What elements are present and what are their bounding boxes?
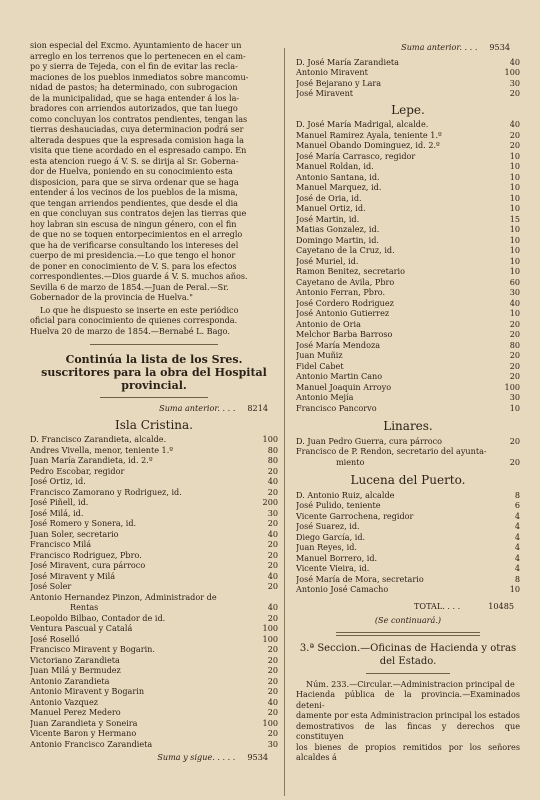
decree-text (30, 40, 278, 303)
subscriber-amount: 20 (509, 140, 520, 150)
subscriber-amount: 10 (509, 224, 520, 234)
text-line: Núm. 233.—Circular.—Administracion principal de (306, 678, 515, 689)
text-line: que ha de verificarse consultando los intereses del (30, 239, 239, 250)
subscriber-name: Antonio Zarandieta (30, 675, 110, 686)
list-item (296, 500, 520, 511)
subscriber-amount: 10 (509, 203, 520, 213)
subscriber-name: D. José María Zarandieta (296, 56, 399, 67)
text-line: disposicion, para que se sirva ordenar que se haga (30, 176, 239, 187)
subscriber-name: José María Carrasco, regidor (296, 150, 416, 161)
subscriber-name: Diego García, id. (296, 531, 366, 542)
subscriber-amount: 40 (267, 570, 278, 581)
list-item (296, 511, 520, 522)
text-line: oficial para conocimiento de quienes corresponda. (30, 315, 238, 325)
subscriber-name: José Bejarano y Lara (296, 77, 382, 88)
section-separator (90, 344, 218, 345)
list-item (296, 67, 520, 78)
subscriber-amount: 40 (267, 602, 278, 612)
subscriber-amount: 10 (509, 171, 520, 182)
subscriber-name: Juan Soler, secretario (30, 528, 119, 539)
list-item (30, 571, 278, 582)
subscriber-name: Ramon Benitez, secretario (296, 266, 405, 276)
subscriber-amount: 20 (267, 707, 278, 717)
list-item (30, 676, 278, 687)
total-label: TOTAL. . . . (414, 600, 461, 611)
subscriber-name: Francisco Milá (30, 539, 92, 549)
list-item (30, 665, 278, 676)
title-rule (100, 397, 208, 398)
subscriber-amount: 20 (509, 88, 520, 98)
town-heading-linares: Linares. (383, 419, 433, 433)
subscriber-amount: 60 (509, 276, 520, 287)
text-line: en que concluyan sus contratos dejen las tierras que (30, 208, 247, 218)
list-item (30, 445, 278, 456)
subscriber-amount: 100 (504, 67, 520, 77)
subscriber-name: Antonio Miravent (296, 67, 368, 77)
subscriber-name: Cayetano de la Cruz, id. (296, 245, 395, 255)
subscriber-amount: 20 (267, 560, 278, 570)
subscriber-amount: 30 (509, 77, 520, 88)
subscriber-amount: 10 (509, 182, 520, 192)
town-heading-lucena: Lucena del Puerto. (350, 473, 466, 487)
list-item (296, 553, 520, 564)
list-item (30, 739, 278, 750)
subscriber-name: Manuel Perez Medero (30, 707, 121, 717)
subscriber-amount: 20 (267, 612, 278, 623)
subscriber-amount: 4 (514, 521, 520, 531)
subscriber-name: José Miravent, cura párroco (30, 560, 146, 570)
text-line: nidad de pastos; ha determinado, con subrogacion (30, 82, 238, 92)
subscriber-amount: 20 (509, 329, 520, 339)
total-value: 10485 (488, 600, 514, 611)
suma-y-sigue-value: 9534 (247, 752, 268, 762)
subscriber-name: Antonio Santana, id. (296, 171, 380, 182)
subscriber-name: Manuel Borrero, id. (296, 552, 378, 563)
list-item (296, 119, 520, 130)
subscriber-amount: 80 (509, 339, 520, 350)
list-item (296, 542, 520, 553)
list-item (296, 78, 520, 89)
list-item (296, 298, 520, 309)
list-item (30, 455, 278, 466)
list-item (30, 728, 278, 739)
town-heading-isla-cristina: Isla Cristina. (115, 417, 193, 432)
list-item (30, 602, 278, 613)
text-line: tierras deshauciadas, cuya determinacion podrá ser (30, 124, 244, 134)
subscriber-name: José Soler (30, 581, 72, 591)
subscriber-amount: 4 (514, 531, 520, 542)
subscriber-name: Vicente Baron y Hermano (30, 728, 137, 738)
list-item (296, 277, 520, 288)
subscriber-name: José de Oria, id. (296, 192, 362, 203)
closing-text (30, 305, 278, 337)
list-item (296, 214, 520, 225)
subscriber-name: Andres Vivella, menor, teniente 1.º (30, 444, 174, 455)
list-item (296, 57, 520, 68)
subscriber-amount: 40 (267, 696, 278, 707)
list-item (296, 382, 520, 393)
list-item (296, 457, 520, 468)
list-item (296, 521, 520, 532)
subscriber-amount: 100 (262, 623, 278, 633)
subscriber-name: Cayetano de Avila, Pbro (296, 276, 395, 287)
subscriber-name: José María Mendoza (296, 339, 381, 350)
subscriber-name: José Muriel, id. (296, 255, 359, 266)
subscriber-name: José Romero y Sonera, id. (30, 518, 137, 528)
subscriber-amount: 10 (509, 584, 520, 594)
subscriber-name: José Antonio Gutierrez (296, 308, 390, 318)
subscriber-amount: 20 (267, 686, 278, 696)
text-line: cuerpo de mi presidencia.—Lo que tengo el honor (30, 250, 236, 260)
subscriber-amount: 40 (267, 476, 278, 486)
list-item (296, 340, 520, 351)
suma-anterior (30, 403, 268, 414)
subscriber-amount: 20 (509, 350, 520, 360)
text-line: entender á los vecinos de los pueblos de la misma, (30, 187, 238, 197)
subscriber-name: Vicente Vieira, id. (296, 563, 370, 573)
subscriber-name: Leopoldo Bilbao, Contador de id. (30, 612, 166, 623)
list-item (30, 487, 278, 498)
text-line: Lo que he dispuesto se inserte en este periódico (40, 304, 239, 315)
subscriber-amount: 4 (514, 552, 520, 563)
section-title: 3.ª Seccion.—Oficinas de Hacienda y otras del Estado. (299, 642, 517, 667)
list-item (296, 256, 520, 267)
subscriber-amount: 40 (509, 297, 520, 308)
subscriber-name: José Miravent y Milá (30, 570, 116, 581)
list-item (296, 224, 520, 235)
list-item (296, 193, 520, 204)
subscriber-name: José Ortiz, id. (30, 476, 86, 486)
subscriber-name: José Milá, id. (30, 507, 84, 518)
text-line: damente por esta Administracion principal los estados (296, 710, 520, 720)
list-item (30, 634, 278, 645)
list-item (30, 581, 278, 592)
suma-anterior-label: Suma anterior. . . . (159, 403, 236, 413)
subscriber-amount: 20 (267, 728, 278, 738)
subscriber-name: Juan Muñiz (296, 350, 343, 360)
subscriber-name: Francisco Rodriguez, Pbro. (30, 549, 142, 560)
list-item (30, 529, 278, 540)
list-item (30, 508, 278, 519)
subscriber-amount: 20 (267, 539, 278, 549)
subscriber-amount: 10 (509, 234, 520, 245)
list-item (296, 172, 520, 183)
subscriber-amount: 8 (514, 489, 520, 500)
subscriber-amount: 20 (509, 360, 520, 371)
subscriber-amount: 20 (509, 456, 520, 467)
subscriber-amount: 100 (262, 633, 278, 644)
text-line: de la municipalidad, que se haga entender á los la- (30, 92, 240, 103)
list-item (30, 560, 278, 571)
subscriber-name: Francisco de P. Rendon, secretario del ayunta- (296, 446, 487, 456)
subscriber-amount: 80 (267, 444, 278, 455)
subscription-list-title: Continúa la lista de los Sres. suscritores para la obra del Hospital provincial. (41, 353, 267, 392)
subscriber-name: Francisco Pancorvo (296, 402, 377, 413)
list-item (296, 151, 520, 162)
subscriber-amount: 40 (509, 56, 520, 67)
list-item (30, 686, 278, 697)
subscriber-amount: 6 (514, 500, 520, 510)
subscriber-name: Manuel Roldan, id. (296, 161, 374, 171)
subscriber-amount: 10 (509, 150, 520, 161)
lucena-list (296, 490, 520, 595)
subscriber-amount: 20 (509, 318, 520, 329)
total-line (296, 601, 514, 612)
subscriber-name: Antonio Vazquez (30, 696, 99, 707)
subscriber-name: José Cordero Rodriguez (296, 297, 394, 308)
subscriber-amount: 10 (509, 192, 520, 203)
subscriber-name: Juan Milá y Bermudez (30, 665, 121, 675)
text-line: bradores con arriendos autorizados, que tan luego (30, 103, 238, 113)
subscriber-name: D. Juan Pedro Guerra, cura párroco (296, 435, 442, 446)
list-item (30, 644, 278, 655)
suma-y-sigue (30, 752, 268, 763)
list-item (296, 329, 520, 340)
subscriber-name: Antonio José Camacho (296, 584, 389, 594)
text-line: Gobernador de la provincia de Huelva." (30, 292, 193, 302)
list-item (30, 434, 278, 445)
text-line: Sevilla 6 de marzo de 1854.—Juan de Peral.—Sr. (30, 281, 229, 292)
subscriber-amount: 8 (514, 573, 520, 584)
subscriber-name: José María de Mora, secretario (296, 573, 424, 584)
subscriber-name: Juan Zarandieta y Soneira (30, 717, 138, 728)
list-item (296, 88, 520, 99)
list-item (296, 308, 520, 319)
subscriber-name: Antonio de Oria (296, 318, 361, 329)
text-line: visita que tiene acordado en el espresado campo. En (30, 145, 247, 155)
subscriber-amount: 20 (509, 435, 520, 446)
subscriber-name: Ventura Pascual y Catalá (30, 623, 133, 633)
list-item (296, 392, 520, 403)
subscriber-name: Antonio Mejía (296, 392, 354, 402)
text-line: esta atencion ruego á V. S. se dirija al Sr. Goberna- (30, 155, 239, 166)
list-item (296, 203, 520, 214)
list-item (296, 574, 520, 585)
se-continuara: (Se continuará.) (374, 615, 442, 625)
continued-list (296, 57, 520, 99)
subscriber-amount: 10 (509, 255, 520, 266)
subscriber-amount: 10 (509, 402, 520, 413)
subscriber-name: José Martin, id. (296, 213, 360, 224)
list-item (30, 592, 278, 603)
subscriber-amount: 20 (267, 654, 278, 665)
subscriber-amount: 30 (509, 392, 520, 402)
subscriber-amount: 10 (509, 161, 520, 171)
list-item (30, 550, 278, 561)
subscriber-name: José Piñell, id. (30, 497, 89, 507)
subscriber-name: Juan Reyes, id. (296, 542, 357, 552)
list-item (296, 532, 520, 543)
subscriber-amount: 20 (267, 486, 278, 497)
text-line: correspondientes.—Dios guarde á V. S. muchos años. (30, 271, 248, 281)
subscriber-name: Melchor Barba Barroso (296, 329, 393, 339)
list-item (30, 518, 278, 529)
list-item (296, 563, 520, 574)
list-item (296, 446, 520, 457)
list-item (296, 287, 520, 298)
list-item (30, 613, 278, 624)
right-suma-anterior-value: 9534 (489, 42, 510, 52)
subscriber-name: Juan María Zarandieta, id. 2.º (30, 455, 153, 465)
isla-cristina-list (30, 434, 278, 749)
subscriber-name: Domingo Martin, id. (296, 234, 379, 245)
text-line: hoy labran sin escusa de ningun género, con el fin (30, 218, 237, 229)
list-item (30, 718, 278, 729)
text-line: de que no se toquen entorpecimientos en el arreglo (30, 229, 243, 239)
town-heading-lepe: Lepe. (391, 102, 425, 117)
subscriber-name: Vicente Garrochena, regidor (296, 510, 414, 521)
list-item (30, 476, 278, 487)
suma-anterior-value: 8214 (247, 403, 268, 413)
subscriber-amount: 30 (267, 738, 278, 749)
subscriber-amount: 15 (509, 213, 520, 224)
subscriber-name: Francisco Miravent y Bogarin. (30, 644, 155, 654)
subscriber-name: Antonio Miravent y Bogarin (30, 686, 145, 696)
subscriber-amount: 40 (267, 528, 278, 539)
list-item (296, 371, 520, 382)
linares-list (296, 436, 520, 468)
subscriber-amount: 20 (267, 549, 278, 560)
text-line: arreglo en los terrenos que lo pertenecen en el cam- (30, 50, 246, 61)
list-item (296, 403, 520, 414)
column-divider (284, 48, 285, 796)
subscriber-amount: 40 (509, 119, 520, 129)
subscriber-name: Antonio Hernandez Pinzon, Administrador de (30, 591, 217, 602)
subscriber-amount: 4 (514, 510, 520, 521)
list-item (296, 350, 520, 361)
list-item (30, 655, 278, 666)
subscriber-name: José Suarez, id. (296, 521, 360, 531)
right-column (296, 40, 520, 763)
list-item (30, 539, 278, 550)
subscriber-name: D. José María Madrigal, alcalde. (296, 119, 429, 129)
text-line: Huelva 20 de marzo de 1854.—Bernabé L. Bago. (30, 325, 230, 336)
left-column (30, 40, 278, 767)
subscriber-name: D. Francisco Zarandieta, alcalde. (30, 434, 167, 444)
subscriber-amount: 4 (514, 563, 520, 573)
subscriber-amount: 20 (267, 581, 278, 591)
subscriber-amount: 20 (267, 644, 278, 654)
list-item (296, 436, 520, 447)
subscriber-amount: 30 (509, 287, 520, 297)
subscriber-name: Pedro Escobar, regidor (30, 465, 125, 476)
subscriber-amount: 20 (509, 129, 520, 140)
subscriber-amount: 10 (509, 266, 520, 276)
text-line: como concluyan los contratos pendientes, tengan las (30, 113, 248, 124)
right-suma-anterior (296, 42, 510, 53)
text-line: de poner en conocimiento de V. S. para los efectos (30, 260, 237, 271)
list-item (30, 623, 278, 634)
subscriber-name: miento (336, 456, 365, 467)
subscriber-name: Manuel Ortiz, id. (296, 203, 366, 213)
subscriber-name: Francisco Zamorano y Rodriguez, id. (30, 486, 182, 497)
text-line: maciones de los pueblos inmediatos sobre mancomu- (30, 71, 249, 82)
section-title-rule (366, 673, 450, 674)
subscriber-name: José Roselló (30, 633, 80, 644)
text-line: demostrativos de las fincas y derechos que constituyen (296, 720, 520, 741)
subscriber-name: Manuel Marquez, id. (296, 182, 382, 192)
subscriber-amount: 20 (267, 465, 278, 476)
circular-text (296, 679, 520, 763)
subscriber-amount: 10 (509, 245, 520, 255)
text-line: alterada despues que la espresada comision haga la (30, 134, 244, 145)
lepe-list (296, 119, 520, 413)
subscriber-amount: 200 (262, 497, 278, 507)
right-suma-anterior-label: Suma anterior. . . . (401, 42, 478, 52)
text-line: po y sierra de Tejeda, con el fin de evitar las recla- (30, 61, 238, 71)
text-line: los bienes de propios remitidos por los señores alcaldes á (296, 741, 520, 762)
subscriber-amount: 30 (267, 507, 278, 518)
list-item (30, 466, 278, 477)
subscriber-name: Matias Gonzalez, id. (296, 224, 380, 234)
list-item (296, 361, 520, 372)
list-item (296, 319, 520, 330)
subscriber-name: José Pulido, teniente (296, 500, 381, 510)
subscriber-name: Manuel Joaquin Arroyo (296, 381, 392, 392)
subscriber-amount: 100 (504, 381, 520, 392)
list-item (296, 584, 520, 595)
subscriber-name: Manuel Ramirez Ayala, teniente 1.º (296, 129, 442, 140)
list-item (296, 161, 520, 172)
list-item (296, 182, 520, 193)
subscriber-name: José Miravent (296, 88, 354, 98)
subscriber-name: Antonio Ferran, Pbro. (296, 287, 386, 297)
list-item (296, 140, 520, 151)
subscriber-name: Antonio Francisco Zarandieta (30, 738, 153, 749)
subscriber-amount: 80 (267, 455, 278, 465)
subscriber-name: Rentas (70, 602, 99, 612)
list-item (296, 130, 520, 141)
suma-y-sigue-label: Suma y sigue. . . . . (157, 752, 236, 762)
subscriber-name: Fidel Cabet (296, 360, 344, 371)
subscriber-name: Antonio Martin Cano (296, 371, 383, 381)
list-item (30, 707, 278, 718)
subscriber-amount: 20 (509, 371, 520, 381)
subscriber-amount: 10 (509, 308, 520, 318)
subscriber-name: Victoriano Zarandieta (30, 654, 120, 665)
subscriber-amount: 4 (514, 542, 520, 552)
text-line: que tengan arriendos pendientes, que desde el dia (30, 197, 239, 208)
list-item (296, 245, 520, 256)
subscriber-amount: 20 (267, 518, 278, 528)
section-rule (336, 632, 480, 636)
list-item (30, 497, 278, 508)
list-item (296, 490, 520, 501)
subscriber-amount: 20 (267, 665, 278, 675)
subscriber-name: Manuel Obando Dominguez, id. 2.º (296, 140, 440, 150)
text-line: Hacienda pública de la provincia.—Examinados deteni- (296, 689, 520, 710)
list-item (296, 235, 520, 246)
subscriber-amount: 100 (262, 434, 278, 444)
text-line: dor de Huelva, poniendo en su conocimiento esta (30, 166, 233, 176)
list-item (30, 697, 278, 708)
text-line: sion especial del Excmo. Ayuntamiento de hacer un (30, 40, 242, 50)
list-item (296, 266, 520, 277)
subscriber-amount: 20 (267, 675, 278, 686)
subscriber-name: D. Antonio Ruiz, alcalde (296, 489, 395, 500)
subscriber-amount: 100 (262, 717, 278, 728)
